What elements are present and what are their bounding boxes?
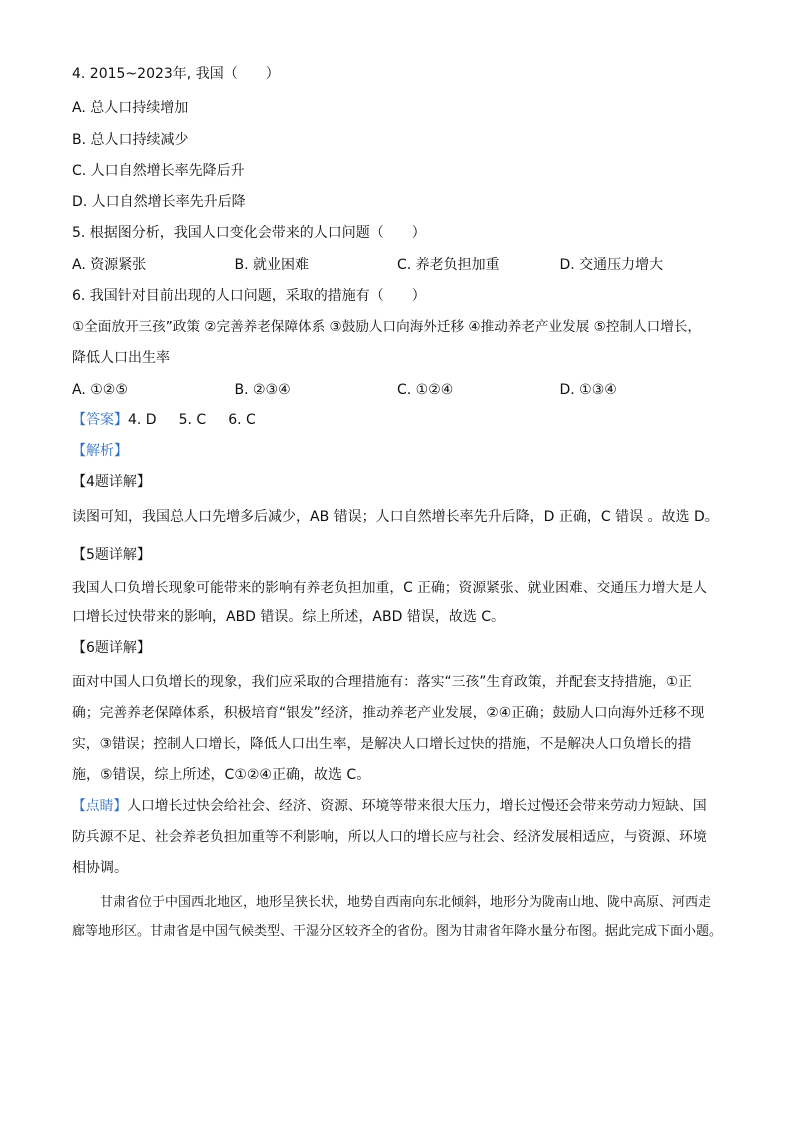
answer-line (72, 410, 722, 430)
q5-option-d: D. 交通压力增大 (559, 257, 664, 273)
q6-options (72, 380, 722, 400)
answer-label: 【答案】 (72, 412, 128, 428)
tip-line1 (72, 796, 722, 816)
detail-6-line2: 确；完善养老保障体系，积极培育“银发”经济，推动养老产业发展，②④正确；鼓励人口向海外迁移不现 (72, 705, 705, 721)
q5-option-b: B. 就业困难 (234, 257, 310, 273)
answer-5: 5. C (178, 412, 207, 428)
detail-5-title: 【5题详解】 (72, 547, 151, 563)
tip-label: 【点睛】 (72, 798, 128, 814)
q6-option-c: C. ①②④ (397, 382, 454, 398)
answer-4: 4. D (128, 412, 157, 428)
detail-6-line1: 面对中国人口负增长的现象，我们应采取的合理措施有：落实“三孩”生育政策，并配套支持措施，①正 (72, 674, 692, 690)
detail-6-line3: 实，③错误；控制人口增长，降低人口出生率，是解决人口增长过快的措施，不是解决人口负增长的措 (72, 736, 692, 752)
q5-option-c: C. 养老负担加重 (397, 257, 500, 273)
q4-option-b: B. 总人口持续减少 (72, 132, 189, 148)
q5-options (72, 255, 722, 275)
q5-stem: 5. 根据图分析，我国人口变化会带来的人口问题（ ） (72, 225, 426, 241)
q4-option-c: C. 人口自然增长率先降后升 (72, 163, 245, 179)
q6-option-b: B. ②③④ (234, 382, 291, 398)
tip-line3: 相协调。 (72, 860, 128, 876)
q6-option-d: D. ①③④ (559, 382, 617, 398)
detail-6-line4: 施，⑤错误，综上所述，C①②④正确，故选 C。 (72, 767, 371, 783)
detail-5-line1: 我国人口负增长现象可能带来的影响有养老负担加重，C 正确；资源紧张、就业困难、交通压力增大是人 (72, 580, 707, 596)
q6-option-a: A. ①②⑤ (72, 382, 128, 398)
answer-6: 6. C (228, 412, 256, 428)
q5-option-a: A. 资源紧张 (72, 257, 147, 273)
tip-text-1: 人口增长过快会给社会、经济、资源、环境等带来很大压力，增长过慢还会带来劳动力短缺、国 (127, 798, 707, 814)
detail-4-text: 读图可知，我国总人口先增多后减少，AB 错误；人口自然增长率先升后降，D 正确，C 错误 。故选 D。 (72, 509, 719, 525)
q4-option-a: A. 总人口持续增加 (72, 100, 189, 116)
tip-line2: 防兵源不足、社会养老负担加重等不利影响，所以人口的增长应与社会、经济发展相适应，与资源、环境 (72, 829, 707, 845)
q4-option-d: D. 人口自然增长率先升后降 (72, 194, 246, 210)
analysis-label: 【解析】 (72, 443, 128, 459)
q4-stem: 4. 2015~2023年, 我国（ ） (72, 66, 280, 82)
detail-6-title: 【6题详解】 (72, 640, 151, 656)
detail-4-title: 【4题详解】 (72, 474, 151, 490)
q6-measures-line2: 降低人口出生率 (72, 350, 170, 366)
q6-stem: 6. 我国针对目前出现的人口问题，采取的措施有（ ） (72, 288, 426, 304)
passage-gansu: 甘肃省位于中国西北地区，地形呈狭长状，地势自西南向东北倾斜，地形分为陇南山地、陇中高原、河西走廊等地形区。甘肃省是中国气候类型、干湿分区较齐全的省份。图为甘肃省年降水量分布图。据此完成下面小题。 (72, 895, 723, 939)
detail-5-line2: 口增长过快带来的影响，ABD 错误。综上所述，ABD 错误，故选 C。 (72, 609, 506, 625)
q6-measures-line1: ①全面放开三孩”政策 ②完善养老保障体系 ③鼓励人口向海外迁移 ④推动养老产业发展 ⑤控制人口增长， (72, 319, 702, 335)
